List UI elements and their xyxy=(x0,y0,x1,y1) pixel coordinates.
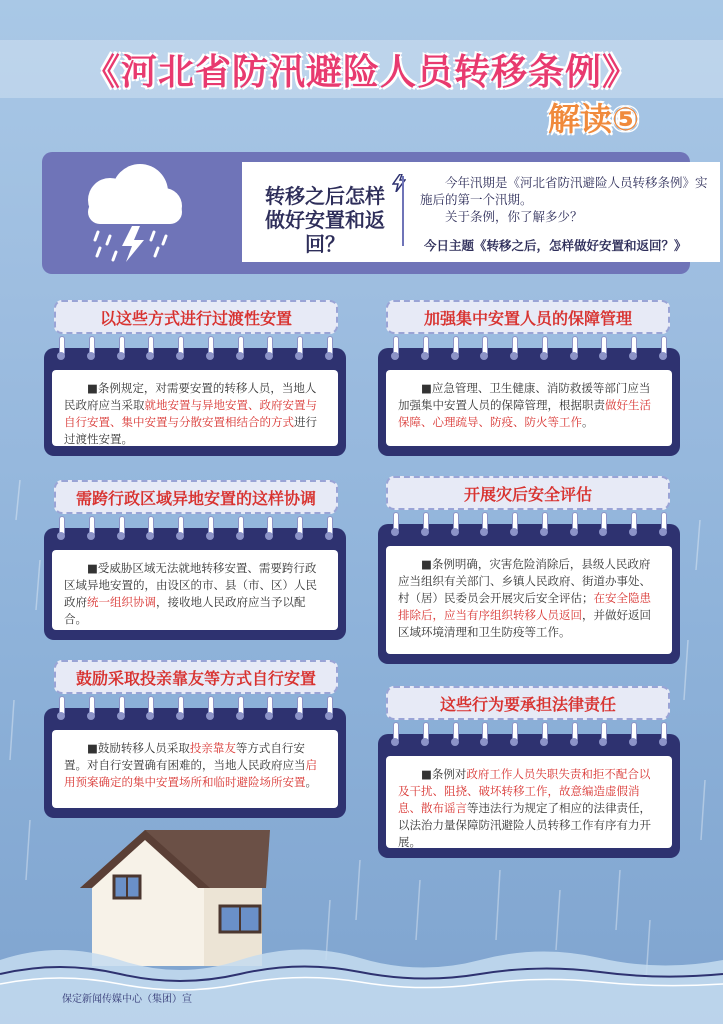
section-text: ■条例规定，对需要安置的转移人员，当地人民政府应当采取就地安置与异地安置、政府安置与自行安置、集中安置与分散安置相结合的方式进行过渡性安置。 xyxy=(52,370,338,446)
section-heading: 加强集中安置人员的保障管理 xyxy=(386,300,670,334)
flood-water xyxy=(0,930,723,1024)
intro-card xyxy=(242,162,720,262)
section-heading: 需跨行政区域异地安置的这样协调 xyxy=(54,480,338,514)
section-text: ■应急管理、卫生健康、消防救援等部门应当加强集中安置人员的保障管理，根据职责做好生活保障、心理疏导、防疫、防火等工作。 xyxy=(386,370,672,446)
section-card xyxy=(44,708,346,818)
footer-credit: 保定新闻传媒中心（集团）宣 xyxy=(62,994,192,1005)
section-card xyxy=(378,734,680,858)
intro-question-line: 关于条例，你了解多少？ xyxy=(445,209,583,224)
section-text: ■条例对政府工作人员失职失责和拒不配合以及干扰、阻挠、破坏转移工作，故意编造虚假消息、散布谣言等违法行为规定了相应的法律责任，以法治力量保障防汛避险人员转移工作有序有力开展。 xyxy=(386,756,672,848)
binder-rings xyxy=(56,516,334,542)
page-title: 《河北省防汛避险人员转移条例》 xyxy=(83,52,639,93)
section-heading: 鼓励采取投亲靠友等方式自行安置 xyxy=(54,660,338,694)
binder-rings xyxy=(56,336,334,362)
intro-question: 转移之后怎样做好安置和返回？ xyxy=(265,184,385,256)
section-heading: 开展灾后安全评估 xyxy=(386,476,670,510)
binder-rings xyxy=(390,722,668,748)
section-heading: 以这些方式进行过渡性安置 xyxy=(54,300,338,334)
section-card xyxy=(44,348,346,456)
page-subtitle: 解读⑤ xyxy=(548,100,640,138)
section-text: ■受威胁区域无法就地转移安置、需要跨行政区域异地安置的，由设区的市、县（市、区）人民政府统一组织协调，接收地人民政府应当予以配合。 xyxy=(52,550,338,630)
section-card xyxy=(378,348,680,456)
section-card xyxy=(378,524,680,664)
intro-paragraph: 今年汛期是《河北省防汛避险人员转移条例》实施后的第一个汛期。 xyxy=(420,175,708,207)
intro-panel xyxy=(42,152,708,274)
section-card xyxy=(44,528,346,640)
binder-rings xyxy=(390,512,668,538)
divider xyxy=(402,176,404,246)
section-heading: 这些行为要承担法律责任 xyxy=(386,686,670,720)
intro-topic: 今日主题《转移之后，怎样做好安置和返回？》 xyxy=(424,238,687,253)
section-text: ■条例明确，灾害危险消除后，县级人民政府应当组织有关部门、乡镇人民政府、街道办事处、村（居）民委员会开展灾后安全评估；在安全隐患排除后，应当有序组织转移人员返回，并做好返回区域环境清理和卫生防疫等工作。 xyxy=(386,546,672,654)
binder-rings xyxy=(56,696,334,722)
cloud-rain-bolt-icon xyxy=(70,160,190,264)
section-text: ■鼓励转移人员采取投亲靠友等方式自行安置。对自行安置确有困难的，当地人民政府应当启用预案确定的集中安置场所和临时避险场所安置。 xyxy=(52,730,338,808)
binder-rings xyxy=(390,336,668,362)
